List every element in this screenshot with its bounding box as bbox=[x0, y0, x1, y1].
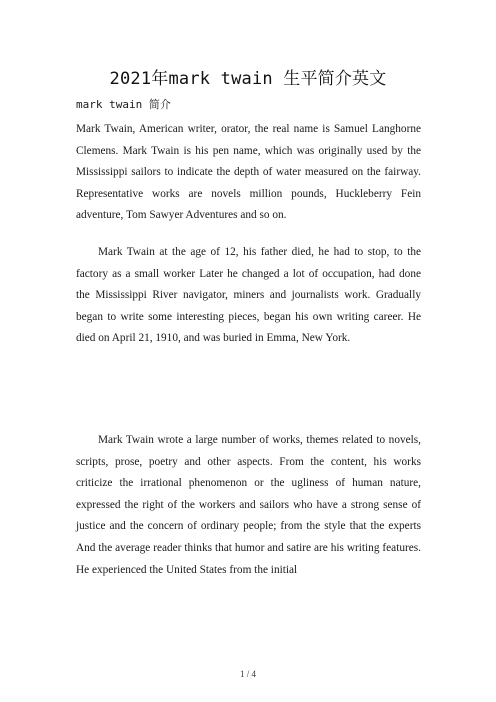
document-title: 2021年mark twain 生平简介英文 bbox=[109, 69, 387, 89]
paragraph-3: Mark Twain wrote a large number of works, themes related to novels, scripts, prose, poetry and other aspects. From the content, his works criticize the irrational phenomenon or the ugliness of human nature, expressed the right of the workers and sailors who have a strong sense of justice and the concern of ordinary people; from the style that the experts And the average reader thinks that humor and satire are his writing features. He experienced the United States from the initial bbox=[76, 434, 421, 576]
page-number: 1 / 4 bbox=[239, 669, 256, 679]
paragraph-2: Mark Twain at the age of 12, his father died, he had to stop, to the factory as a small worker Later he changed a lot of occupation, had done the Mississippi River navigator, miners and journalists work. Gradually began to write some interesting pieces, began his own writing career. He died on April 21, 1910, and was buried in Emma, New York. bbox=[76, 246, 421, 345]
section-subheading: mark twain 简介 bbox=[76, 98, 171, 111]
paragraph-1: Mark Twain, American writer, orator, the real name is Samuel Langhorne Clemens. Mark Twain is his pen name, which was originally used by the Mississippi sailors to indicate the depth of water measured on the fairway. Representative works are novels million pounds, Huckleberry Fein adventure, Tom Sawyer Adventures and so on. bbox=[76, 123, 421, 222]
